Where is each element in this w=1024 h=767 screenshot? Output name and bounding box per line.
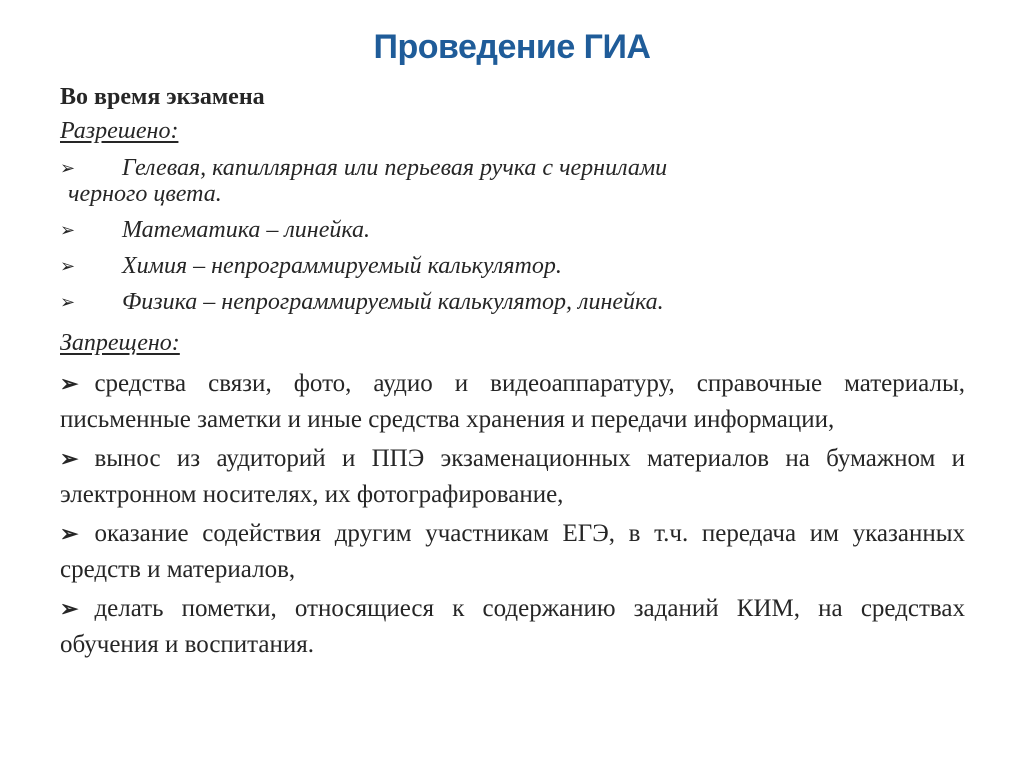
forbidden-item	[60, 516, 965, 588]
allowed-item	[60, 216, 960, 244]
allowed-item-text: Математика – линейка.	[122, 217, 370, 243]
allowed-item	[60, 252, 960, 280]
allowed-item-text: Физика – непрограммируемый калькулятор, линейка.	[122, 289, 664, 315]
arrow-bullet-icon: ➢	[60, 158, 76, 178]
arrow-bullet-icon: ➢	[60, 446, 79, 471]
arrow-bullet-icon: ➢	[60, 596, 79, 621]
arrow-bullet-icon: ➢	[60, 521, 79, 546]
forbidden-label: Запрещено:	[60, 330, 180, 356]
forbidden-item-text: делать пометки, относящиеся к содержанию заданий КИМ, на средствах обучения и воспитания.	[60, 595, 965, 658]
arrow-bullet-icon: ➢	[60, 256, 76, 276]
forbidden-list	[60, 366, 965, 666]
allowed-item-text-continued: черного цвета.	[68, 181, 222, 207]
forbidden-item	[60, 366, 965, 438]
allowed-list	[60, 154, 960, 324]
section-heading: Во время экзамена	[60, 84, 265, 110]
arrow-bullet-icon: ➢	[60, 371, 79, 396]
allowed-label: Разрешено:	[60, 118, 179, 144]
arrow-bullet-icon: ➢	[60, 220, 76, 240]
forbidden-item-text: оказание содействия другим участникам ЕГЭ, в т.ч. передача им указанных средств и материалов,	[60, 520, 965, 583]
forbidden-item	[60, 441, 965, 513]
arrow-bullet-icon: ➢	[60, 292, 76, 312]
forbidden-item-text: вынос из аудиторий и ППЭ экзаменационных материалов на бумажном и электронном носителях, их фотографирование,	[60, 445, 965, 508]
allowed-item-text: Гелевая, капиллярная или перьевая ручка с чернилами	[122, 155, 668, 181]
forbidden-item	[60, 591, 965, 663]
slide-title: Проведение ГИА	[373, 28, 651, 66]
allowed-item-text: Химия – непрограммируемый калькулятор.	[122, 253, 562, 279]
allowed-item	[60, 288, 960, 316]
forbidden-item-text: средства связи, фото, аудио и видеоаппаратуру, справочные материалы, письменные заметки и иные средства хранения и передачи информации,	[60, 370, 965, 433]
allowed-item	[60, 154, 960, 208]
